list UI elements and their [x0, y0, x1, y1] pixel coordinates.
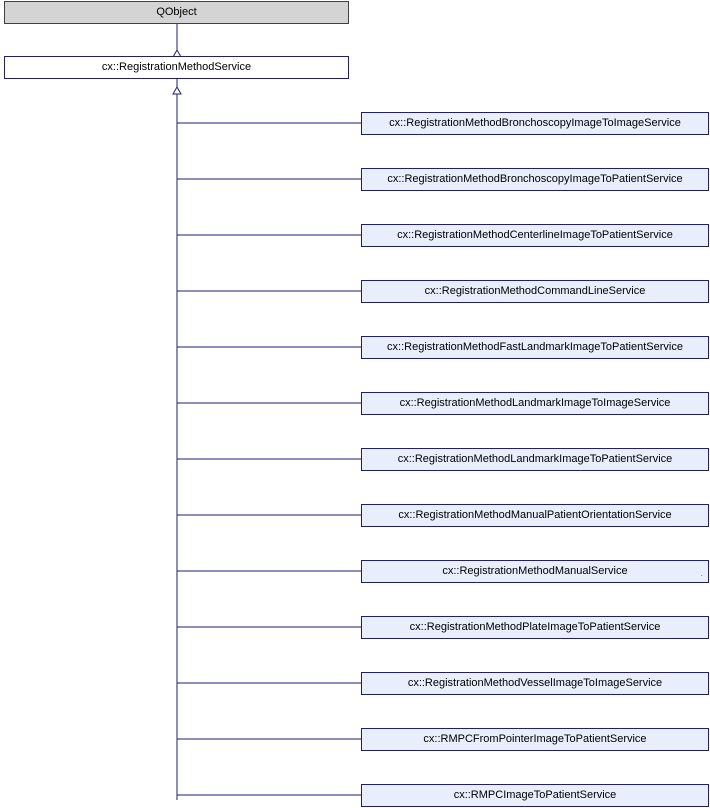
class-node-label: cx::RegistrationMethodCommandLineService [424, 285, 646, 297]
resize-corner-icon [701, 575, 707, 581]
class-node-leaf-5[interactable] [361, 392, 709, 415]
class-node-leaf-9[interactable] [361, 616, 709, 639]
class-node-label: cx::RegistrationMethodLandmarkImageToPatientService [397, 453, 673, 465]
class-node-label: cx::RegistrationMethodVesselImageToImageService [407, 677, 663, 689]
class-node-leaf-2[interactable] [361, 224, 709, 247]
class-node-label: cx::RMPCImageToPatientService [453, 789, 617, 801]
class-node-label: cx::RegistrationMethodFastLandmarkImageToPatientService [387, 341, 683, 353]
class-node-qobject[interactable] [4, 1, 349, 24]
class-node-label: cx::RegistrationMethodBronchoscopyImageToPatientService [387, 173, 683, 185]
class-node-leaf-3[interactable] [361, 280, 709, 303]
class-node-leaf-0[interactable] [361, 112, 709, 135]
class-node-leaf-1[interactable] [361, 168, 709, 191]
class-node-leaf-10[interactable] [361, 672, 709, 695]
class-node-label: cx::RegistrationMethodPlateImageToPatientService [409, 621, 661, 633]
class-node-leaf-4[interactable] [361, 336, 709, 359]
class-node-label: cx::RegistrationMethodManualPatientOrientationService [398, 509, 672, 521]
class-node-label: QObject [156, 6, 197, 18]
class-node-leaf-8[interactable] [361, 560, 709, 583]
class-node-leaf-12[interactable] [361, 784, 709, 807]
class-node-label: cx::RMPCFromPointerImageToPatientService [423, 733, 647, 745]
class-node-label: cx::RegistrationMethodLandmarkImageToImageService [399, 397, 671, 409]
class-node-label: cx::RegistrationMethodManualService [442, 565, 628, 577]
class-node-leaf-6[interactable] [361, 448, 709, 471]
class-node-label: cx::RegistrationMethodBronchoscopyImageToImageService [389, 117, 681, 129]
class-node-leaf-7[interactable] [361, 504, 709, 527]
class-node-label: cx::RegistrationMethodService [101, 61, 252, 73]
class-node-leaf-11[interactable] [361, 728, 709, 751]
class-node-registrationmethodservice[interactable] [4, 56, 349, 79]
class-node-label: cx::RegistrationMethodCenterlineImageToPatientService [397, 229, 673, 241]
